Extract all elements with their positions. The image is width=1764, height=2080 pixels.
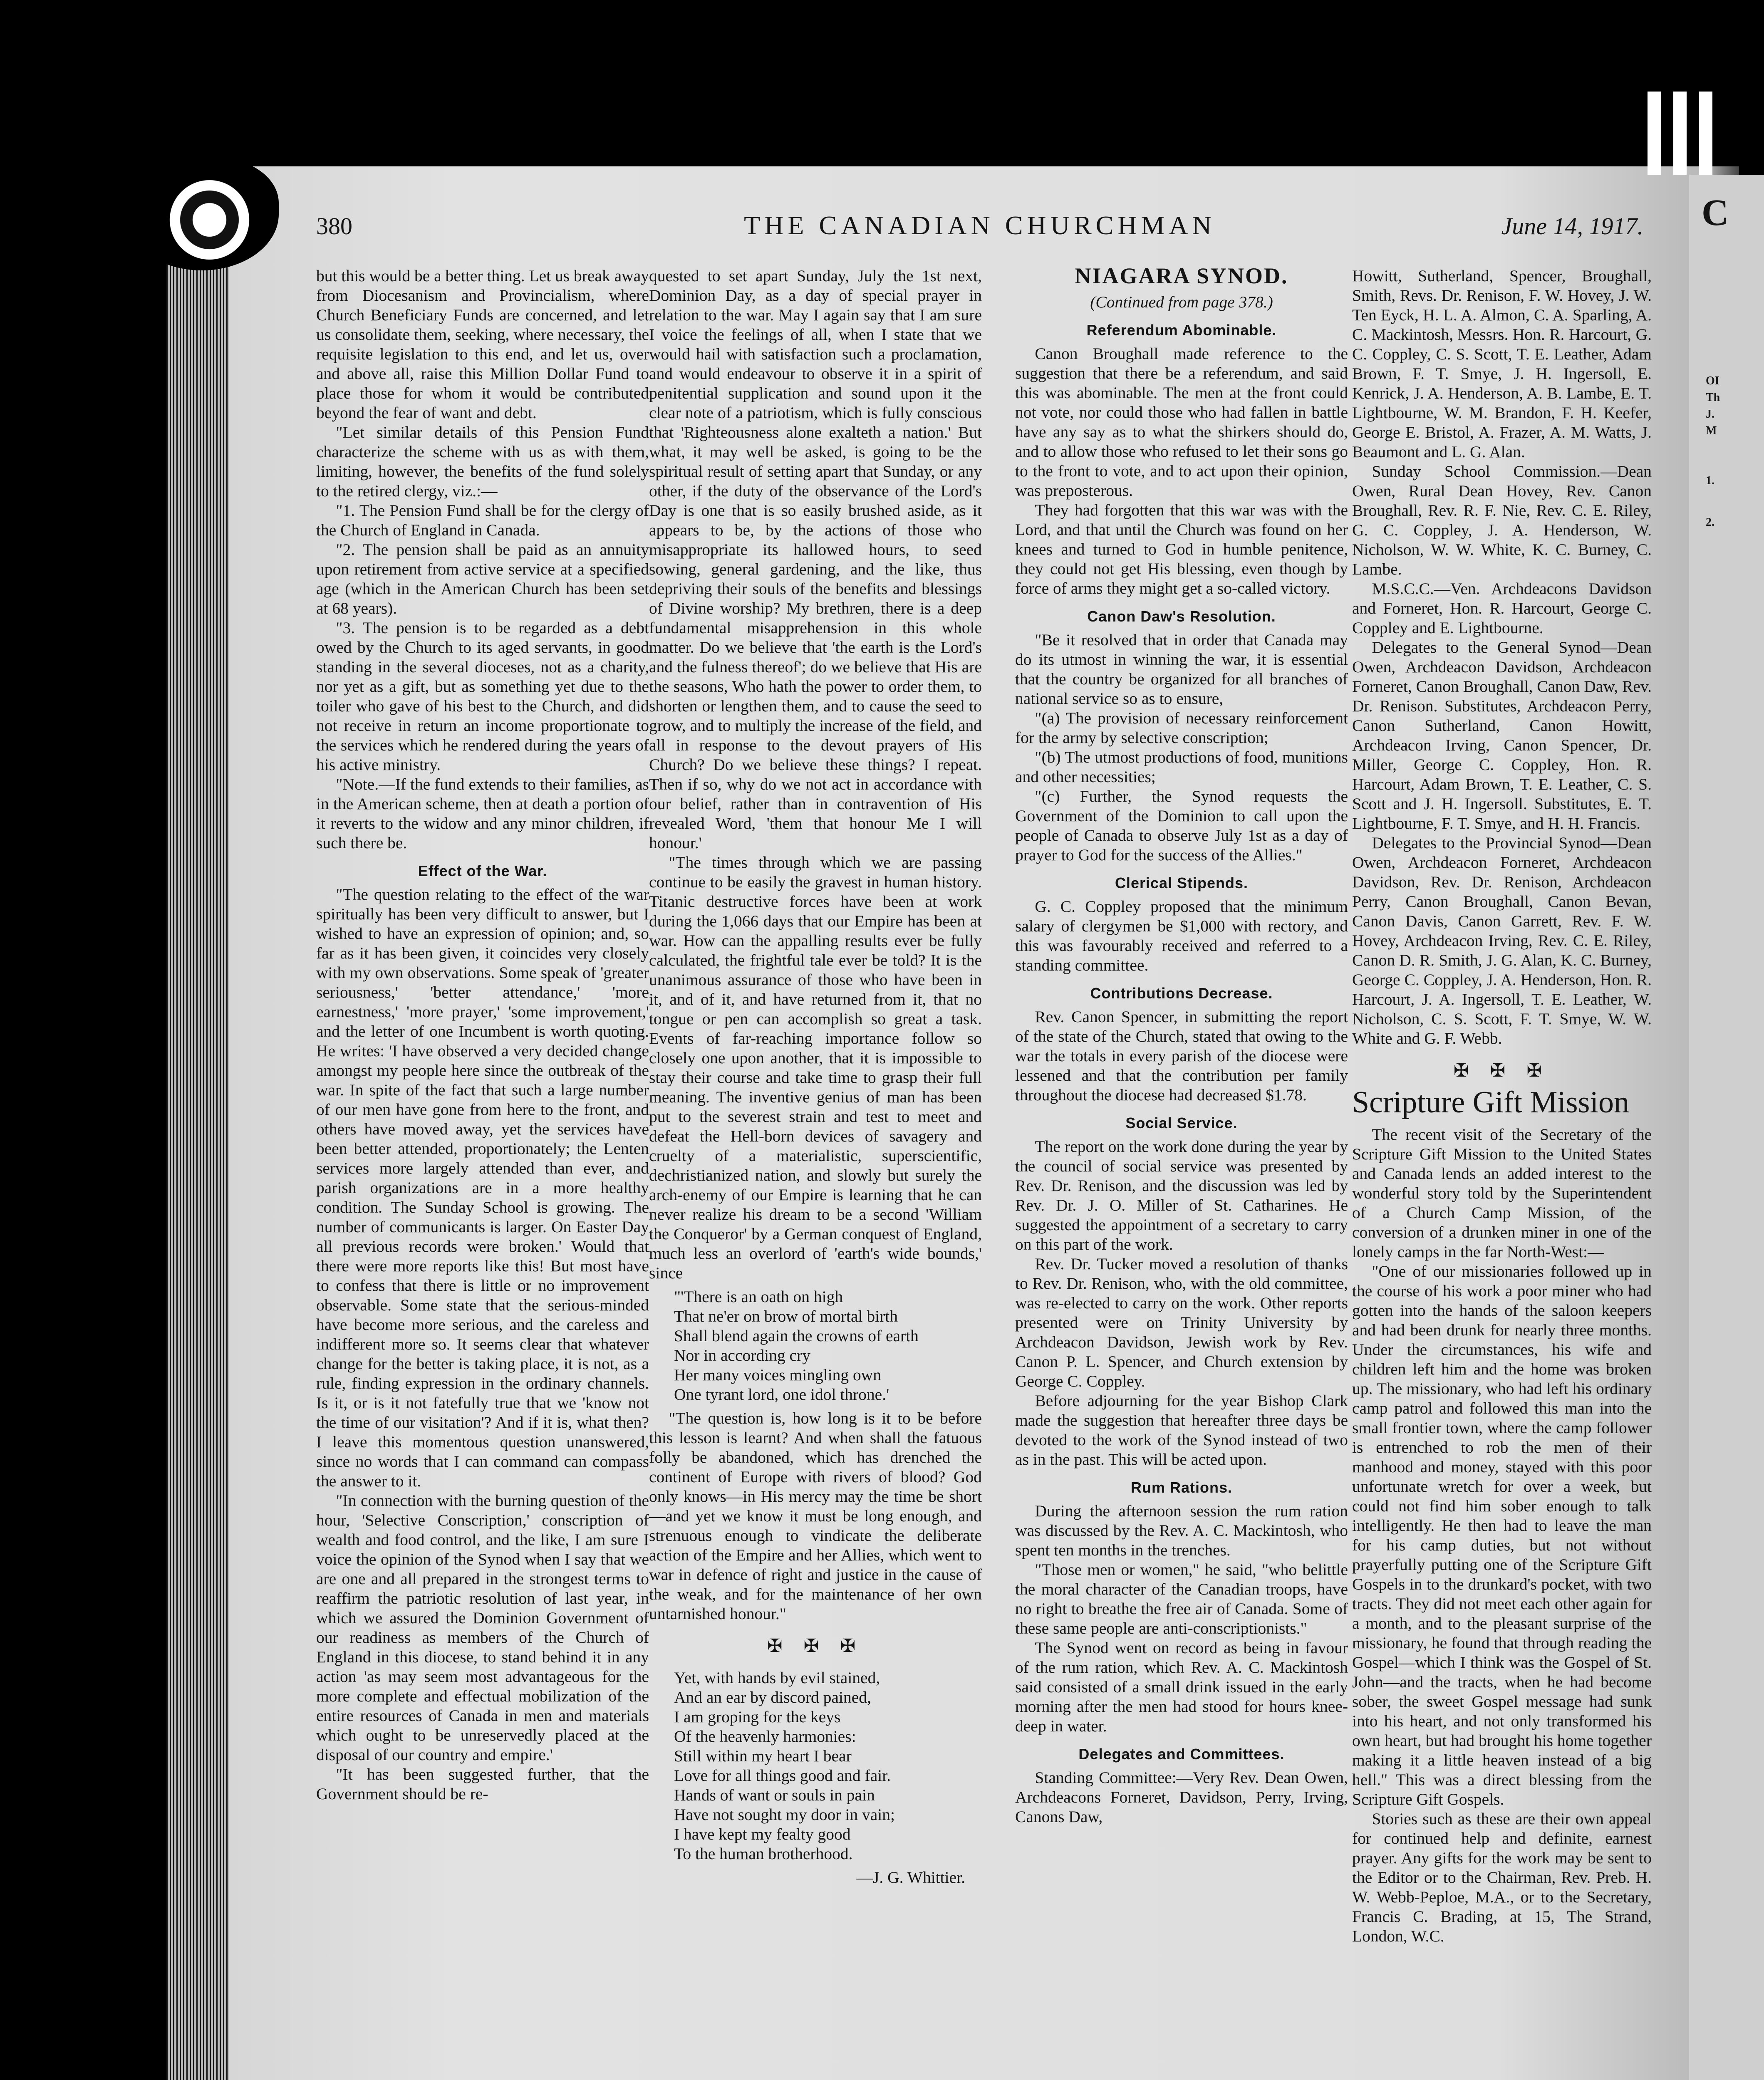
verse-line: "'There is an oath on high [674, 1288, 843, 1306]
section-heading: Referendum Abominable. [1086, 322, 1277, 339]
paragraph: Canon Broughall made reference to the suggestion that there be a referendum, and said this was abominable. The men at the front could not vote, nor could those who had fallen in battle have any say as to what the shirkers should do, and to allow those who refused to let their sons go to the front to vote, and to act upon their opinion, was preposterous. [1015, 344, 1348, 500]
paragraph: "(c) Further, the Synod requests the Government of the Dominion to call upon the people of Canada to observe July 1st as a day of prayer to God for the success of the Allies." [1015, 787, 1348, 864]
column-4 [1352, 266, 1652, 1946]
verse-line: Nor in according cry [674, 1346, 810, 1364]
adjacent-page-fragment: OI [1706, 374, 1719, 387]
verse-line: That ne'er on brow of mortal birth [674, 1307, 898, 1325]
paragraph: "The question is, how long is it to be before this lesson is learnt? And when shall the fatuous folly be abandoned, which has drenched the continent of Europe with rivers of blood? God only knows—in His mercy may the time be short—and yet we know it must be long enough, and strenuous enough to vindicate the deliberate action of the Empire and her Allies, which went to war in defence of right and justice in the cause of the weak, and for the maintenance of her own untarnished honour." [649, 1409, 982, 1623]
verse-line: Have not sought my door in vain; [674, 1805, 895, 1824]
section-heading: Effect of the War. [418, 862, 548, 879]
paragraph: "Be it resolved that in order that Canada may do its utmost in winning the war, it is essential that the country be organized for all branches of national service so as to ensure, [1015, 631, 1348, 708]
verse-line: Shall blend again the crowns of earth [674, 1327, 919, 1345]
paragraph: Delegates to the Provincial Synod—Dean Owen, Archdeacon Forneret, Archdeacon Davidson, Rev. Dr. Renison, Archdeacon Perry, Canon Broughall, Canon Bevan, Canon Davis, Canon Garrett, Rev. F. W. Hovey, Archdeacon Irving, Rev. C. E. Riley, Canon D. R. Smith, J. G. Alan, K. C. Burney, George C. Coppley, J. A. Henderson, Hon. R. Harcourt, J. A. Ingersoll, T. E. Leather, W. Nicholson, C. S. Scott, F. T. Smye, W. W. White and G. F. Webb. [1352, 834, 1652, 1047]
paragraph: Rev. Dr. Tucker moved a resolution of thanks to Rev. Dr. Renison, who, with the old committee, was re-elected to carry on the work. Other reports presented were on Trinity University by Archdeacon Davidson, Jewish work by Rev. Canon P. L. Spencer, and Church extension by George C. Coppley. [1015, 1255, 1348, 1390]
paragraph: "Let similar details of this Pension Fund characterize the scheme with us as with them, limiting, however, the benefits of the fund solely to the retired clergy, viz.:— [316, 423, 649, 500]
verse-line: Yet, with hands by evil stained, [674, 1669, 880, 1687]
section-divider-ornament: ✠ ✠ ✠ [767, 1636, 864, 1656]
verse-line: Of the heavenly harmonies: [674, 1727, 856, 1746]
paragraph: Standing Committee:—Very Rev. Dean Owen, Archdeacons Forneret, Davidson, Perry, Irving, Canons Daw, [1015, 1768, 1348, 1826]
adjacent-page-fragment: 1. [1706, 474, 1714, 487]
verse-line: Love for all things good and fair. [674, 1766, 891, 1785]
article-headline: Scripture Gift Mission [1352, 1085, 1629, 1119]
paragraph: "Note.—If the fund extends to their families, as in the American scheme, then at death a portion of it reverts to the widow and any minor children, if such there be. [316, 775, 649, 852]
verse-line: I am groping for the keys [674, 1708, 841, 1726]
paragraph: "Those men or women," he said, "who belittle the moral character of the Canadian troops, have no right to breathe the free air of Canada. Some of these same people are anti-conscriptionists." [1015, 1560, 1348, 1637]
column-2 [649, 266, 982, 1887]
section-heading: Clerical Stipends. [1115, 874, 1249, 891]
continuation-note: (Continued from page 378.) [1090, 293, 1273, 311]
section-heading: Delegates and Committees. [1078, 1746, 1285, 1763]
adjacent-page-edge [1689, 175, 1764, 2080]
adjacent-page-fragment: 2. [1706, 516, 1714, 529]
paragraph: but this would be a better thing. Let us break away from Diocesanism and Provincialism, where Church Beneficiary Funds are concerned, and let us consolidate them, seeking, where necessary, the requisite legislation to this end, and let us, over and above all, raise this Million Dollar Fund to place those for whom it would be contributed beyond the fear of want and debt. [316, 267, 649, 422]
paragraph: The recent visit of the Secretary of the Scripture Gift Mission to the United States and Canada lends an added interest to the wonderful story told by the Superintendent of a Church Camp Mission, of the conversion of a drunken miner in one of the lonely camps in the far North-West:— [1352, 1125, 1652, 1261]
paragraph: Stories such as these are their own appeal for continued help and definite, earnest prayer. Any gifts for the work may be sent to the Editor or to the Chairman, Rev. Preb. H. W. Webb-Peploe, M.A., or to the Secretary, Francis C. Brading, at 15, The Strand, London, W.C. [1352, 1810, 1652, 1945]
page-header [316, 212, 1643, 241]
adjacent-page-fragment: M [1706, 424, 1717, 437]
verse-line: One tyrant lord, one idol throne.' [674, 1385, 889, 1404]
paragraph: "(a) The provision of necessary reinforcement for the army by selective conscription; [1015, 709, 1348, 747]
scan-registration-bars-top [1648, 92, 1712, 175]
section-heading: Social Service. [1125, 1114, 1238, 1132]
binder-clip [125, 158, 279, 270]
section-heading: Canon Daw's Resolution. [1087, 608, 1276, 625]
adjacent-page-fragment: J. [1706, 408, 1714, 421]
paragraph: Before adjourning for the year Bishop Clark made the suggestion that hereafter three days be devoted to the work of the Synod instead of two as in the past. This will be acted upon. [1015, 1392, 1348, 1468]
section-divider-ornament: ✠ ✠ ✠ [1453, 1060, 1551, 1081]
page-number: 380 [316, 213, 352, 240]
paragraph: M.S.C.C.—Ven. Archdeacons Davidson and Forneret, Hon. R. Harcourt, George C. Coppley and E. Lightbourne. [1352, 579, 1652, 637]
list-item: "1. The Pension Fund shall be for the clergy of the Church of England in Canada. [316, 501, 649, 539]
article-title: NIAGARA SYNOD. [1075, 263, 1288, 288]
verse-line: Still within my heart I bear [674, 1747, 852, 1765]
section-heading: Rum Rations. [1130, 1479, 1232, 1496]
paragraph: The Synod went on record as being in favour of the rum ration, which Rev. A. C. Mackintosh said consisted of a small drink issued in the early morning after the men had stood for hours knee-deep in water. [1015, 1639, 1348, 1735]
paragraph: "(b) The utmost productions of food, munitions and other necessities; [1015, 748, 1348, 786]
publication-title: THE CANADIAN CHURCHMAN [744, 210, 1216, 240]
paragraph: During the afternoon session the rum ration was discussed by the Rev. A. C. Mackintosh, who spent ten months in the trenches. [1015, 1502, 1348, 1559]
list-item: "2. The pension shall be paid as an annuity upon retirement from active service at a specified age (which in the American Church has been set at 68 years). [316, 540, 649, 617]
verse-line: Her many voices mingling own [674, 1366, 882, 1384]
column-1 [316, 266, 649, 1804]
paragraph: quested to set apart Sunday, July the 1st next, Dominion Day, as a day of special prayer in relation to the war. May I again say that I am sure I voice the feelings of all, when I state that we would hail with satisfaction such a proclamation, and would endeavour to observe it in a spirit of penitential supplication and sound upon it the clear note of a patriotism, which is fully conscious that 'Righteousness alone exalteth a nation.' But what, it may well be asked, is going to be the spiritual result of setting apart that Sunday, or any other, if the duty of the observance of the Lord's Day is one that is so easily brushed aside, as it appears to be, by the actions of those who misappropriate its hallowed hours, to seed sowing, general gardening, and the like, thus depriving their souls of the benefits and blessings of Divine worship? My brethren, there is a deep fundamental misapprehension in this whole matter. Do we believe that 'the earth is the Lord's and the fulness thereof'; do we believe that His are the seasons, Who hath the power to order them, to shorten or lengthen them, and to cause the seed to grow, and to multiply the increase of the field, and all in response to the devout prayers of His Church? Do we believe these things? I repeat. Then if so, why do we not act in accordance with our belief, rather than in contravention of His revealed Word, 'them that honour Me I will honour.' [649, 267, 982, 852]
paragraph: "The times through which we are passing continue to be easily the gravest in human history. Titanic destructive forces have been at work during the 1,066 days that our Empire has been at war. How can the appalling results ever be fully calculated, the frightful tale ever be told? It is the unanimous assurance of those who have been in it, and of it, and have returned from it, that no tongue or pen can accomplish so great a task. Events of far-reaching importance follow so closely one upon another, that it is impossible to stay their course and take time to grasp their full meaning. The inventive genius of man has been put to the severest strain and test to meet and defeat the Hell-born devices of savagery and cruelty of a materialistic, superscientific, dechristianized nation, and slowly but surely the arch-enemy of our Empire is learning that he can never realize his dream to be a second 'William the Conqueror' by a German conquest of England, much less an overlord of 'earth's wide bounds,' since [649, 853, 982, 1282]
paragraph: "It has been suggested further, that the Government should be re- [316, 1765, 649, 1803]
quoted-verse [649, 1287, 982, 1404]
paragraph: Delegates to the General Synod—Dean Owen, Archdeacon Davidson, Archdeacon Forneret, Canon Broughall, Canon Daw, Rev. Dr. Renison. Substitutes, Archdeacon Perry, Canon Sutherland, Canon Howitt, Archdeacon Irving, Canon Spencer, Dr. Miller, George C. Coppley, Hon. R. Harcourt, Adam Brown, T. E. Leather, C. S. Scott and J. H. Ingersoll. Substitutes, E. T. Lightbourne, F. T. Smye, and H. H. Francis. [1352, 638, 1652, 832]
adjacent-page-fragment: C [1702, 192, 1729, 233]
paragraph: "The question relating to the effect of the war spiritually has been very difficult to answer, but I wished to have an expression of opinion; and, so far as it has been given, it coincides very closely with my own observations. Some speak of 'greater seriousness,' 'better attendance,' 'more earnestness,' 'more prayer,' 'some improvement,' and the letter of one Incumbent is worth quoting. He writes: 'I have observed a very decided change amongst my people here since the outbreak of the war. In spite of the fact that such a large number of our men have gone from here to the front, and others have moved away, yet the services have been better attended, proportionately; the Lenten services more largely attended than ever, and parish organizations are in a more healthy condition. The Sunday School is growing. The number of communicants is larger. On Easter Day all previous records were broken.' Would that there were more reports like this! But most have to confess that there is little or no improvement observable. Some state that the serious-minded have become more serious, and the careless and indifferent more so. It seems clear that whatever change for the better is taking place, it is not, as a rule, finding expression in the ordinary channels. Is it, or is it not fatefully true that we 'know not the time of our visitation'? And if it is, what then? I leave this momentous question unanswered, since no words that I can command can compass the answer to it. [316, 885, 649, 1490]
paragraph: They had forgotten that this war was with the Lord, and that until the Church was found on her knees and turned to God in humble penitence, they could not get His blessing, even though by force of arms they might get a so-called victory. [1015, 501, 1348, 597]
adjacent-page-fragment: Th [1706, 391, 1720, 404]
paragraph: Howitt, Sutherland, Spencer, Broughall, Smith, Revs. Dr. Renison, F. W. Hovey, J. W. Ten Eyck, H. L. A. Almon, C. A. Sparling, A. C. Mackintosh, Messrs. Hon. R. Harcourt, G. C. Coppley, C. S. Scott, T. E. Leather, Adam Brown, F. T. Smye, J. H. Ingersoll, E. Kenrick, J. A. Henderson, A. B. Lambe, E. T. Lightbourne, W. M. Brandon, F. H. Keefer, George E. Bristol, A. Frazer, A. M. Watts, J. Beaumont and L. G. Alan. [1352, 267, 1652, 461]
section-heading: Contributions Decrease. [1090, 985, 1273, 1002]
verse-line: And an ear by discord pained, [674, 1688, 871, 1706]
verse-line: I have kept my fealty good [674, 1825, 851, 1843]
paragraph: "In connection with the burning question of the hour, 'Selective Conscription,' conscription of wealth and food control, and the like, I am sure I voice the opinion of the Synod when I say that we are one and all prepared in the strongest terms to reaffirm the patriotic resolution of last year, in which we assured the Dominion Government of our readiness as members of the Church of England in this diocese, to stand behind it in any action 'as may seem most advantageous for the more complete and effectual mobilization of the entire resources of Canada in men and materials which ought to be unreservedly placed at the disposal of our country and empire.' [316, 1491, 649, 1764]
paragraph: G. C. Coppley proposed that the minimum salary of clergymen be $1,000 with rectory, and this was favourably received and referred to a standing committee. [1015, 897, 1348, 974]
verse-line: Hands of want or souls in pain [674, 1786, 875, 1804]
paragraph: Rev. Canon Spencer, in submitting the report of the state of the Church, stated that owing to the war the totals in every parish of the diocese were lessened and that the contribution per family throughout the diocese had decreased $1.78. [1015, 1008, 1348, 1104]
verse-line: To the human brotherhood. [674, 1845, 853, 1863]
column-3 [1015, 263, 1348, 1827]
paragraph: "One of our missionaries followed up in the course of his work a poor miner who had gotten into the hands of the saloon keepers and had been drunk for nearly three months. Under the circumstances, his wife and children left him and the home was broken up. The missionary, who had left his ordinary camp patrol and followed this man into the small frontier town, where the camp follower is entrenched to rob the men of their manhood and money, stayed with this poor unfortunate wretch for over a week, but could not find him sober enough to talk intelligently. He then had to leave the man for his camp duties, but not without prayerfully putting one of the Scripture Gift Gospels in to the drunkard's pocket, with two tracts. They did not meet each other again for a month, and to the pleasant surprise of the missionary, he found that through reading the Gospel—which I think was the Gospel of St. John—and the tracts, when he had become sober, the sweet Gospel message had sunk into his heart, and not only transformed his own heart, but had brought his home together making it a little heaven instead of a big hell." This was a direct blessing from the Scripture Gift Gospels. [1352, 1262, 1652, 1808]
issue-date: June 14, 1917. [1501, 213, 1643, 240]
paragraph: Sunday School Commission.—Dean Owen, Rural Dean Hovey, Rev. Canon Broughall, Rev. R. F. Nie, Rev. C. E. Riley, G. C. Coppley, J. A. Henderson, W. Nicholson, W. W. White, K. C. Burney, C. Lambe. [1352, 462, 1652, 578]
list-item: "3. The pension is to be regarded as a debt owed by the Church to its aged servants, in good standing in the several dioceses, not as a charity, nor yet as a gift, but as something yet due to the toiler who gave of his best to the Church, and did not receive in return an income proportionate to the services which he rendered during the years of his active ministry. [316, 619, 649, 774]
book-page-edges [166, 166, 229, 2080]
paragraph: The report on the work done during the year by the council of social service was presented by Rev. Dr. Renison, and the discussion was led by Rev. Dr. J. O. Miller of St. Catharines. He suggested the appointment of a secretary to carry on this part of the work. [1015, 1137, 1348, 1253]
poem-author: —J. G. Whittier. [856, 1868, 965, 1887]
poem [649, 1668, 982, 1864]
